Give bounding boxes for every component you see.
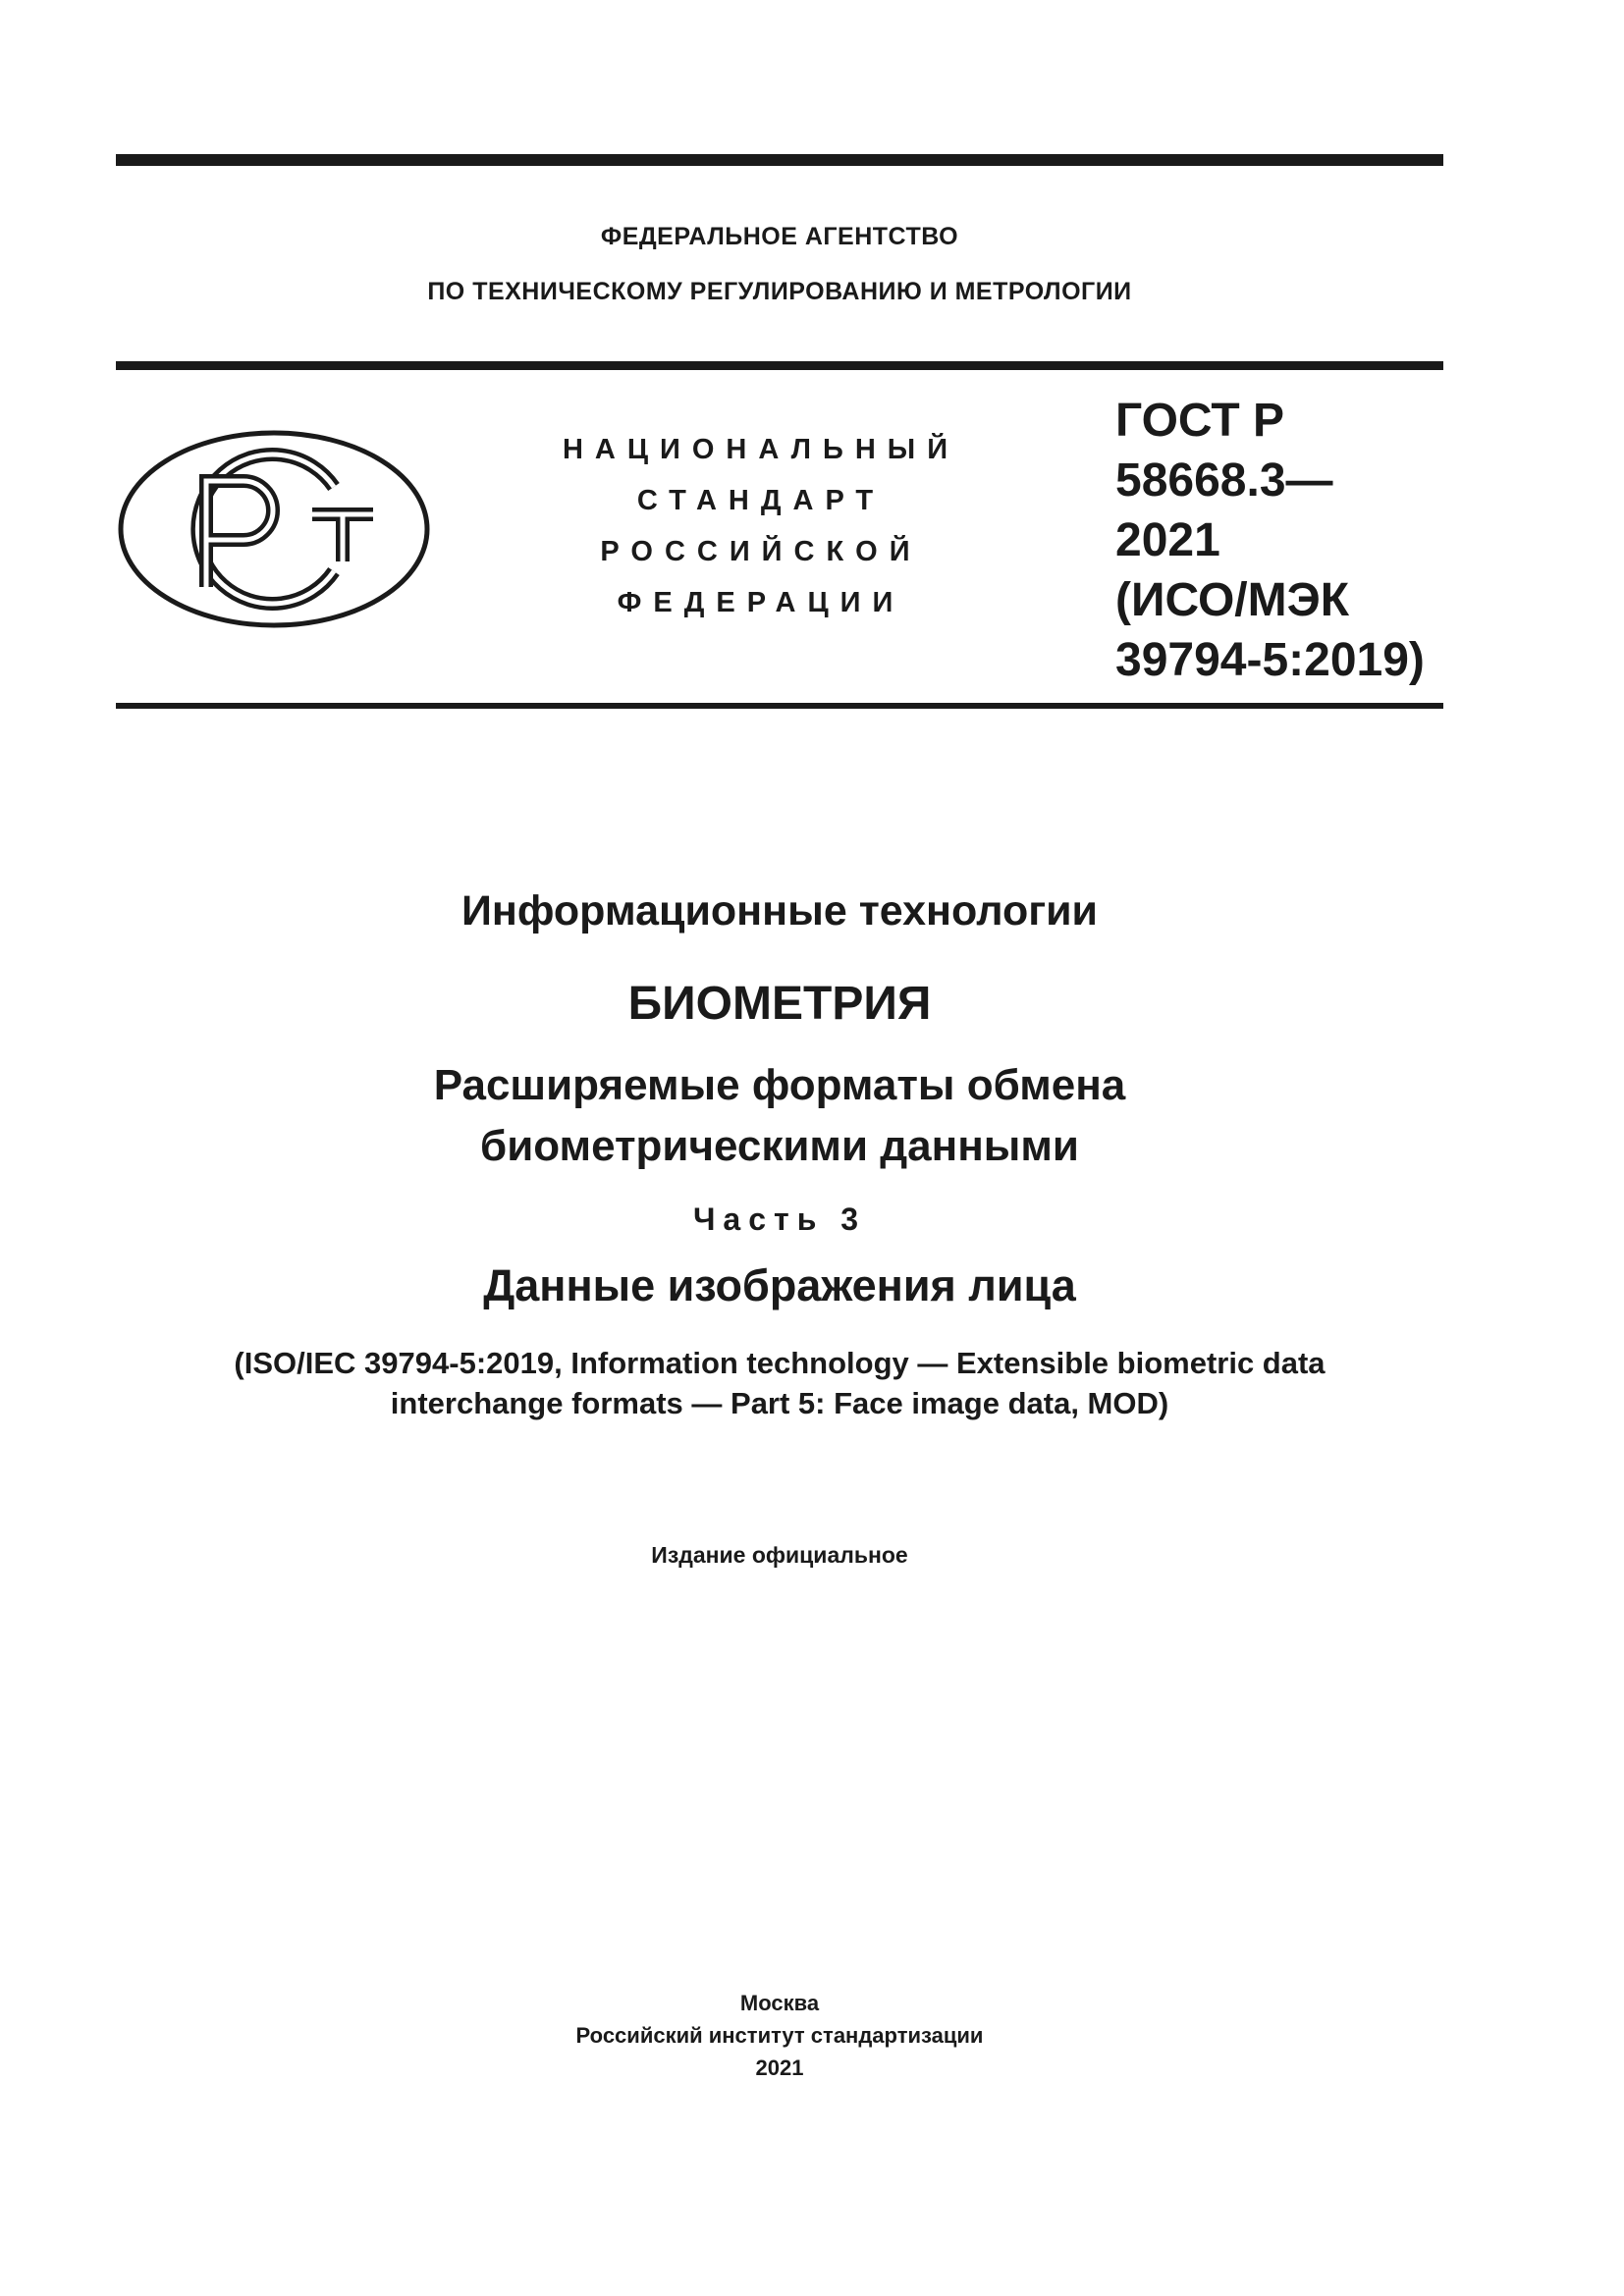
part-title: Данные изображения лица (483, 1260, 1076, 1310)
field-title: Информационные технологии (460, 887, 1098, 934)
designation-line: ГОСТ Р (1115, 395, 1285, 447)
agency-name-line1: ФЕДЕРАЛЬНОЕ АГЕНТСТВО (600, 223, 959, 250)
part-number: Часть 3 (692, 1201, 867, 1237)
agency-name-line2: ПО ТЕХНИЧЕСКОМУ РЕГУЛИРОВАНИЮ И МЕТРОЛОГИИ (427, 278, 1132, 305)
publisher-city: Москва (739, 1991, 820, 2015)
edition-label: Издание официальное (651, 1542, 908, 1568)
national-standard-line: РОССИЙСКОЙ (600, 536, 922, 567)
iso-reference-line1: (ISO/IEC 39794-5:2019, Information technology — Extensible biometric data (234, 1346, 1326, 1380)
bottom-rule (116, 703, 1443, 709)
publisher-name: Российский институт стандартизации (575, 2023, 984, 2048)
designation-line: 39794-5:2019) (1115, 634, 1425, 686)
subtitle-line2: биометрическими данными (480, 1122, 1079, 1170)
national-standard-label (530, 424, 992, 628)
standard-designation (1115, 391, 1425, 690)
main-title: БИОМЕТРИЯ (627, 978, 932, 1030)
national-standard-line: СТАНДАРТ (636, 485, 886, 516)
middle-rule (116, 361, 1443, 370)
designation-line: 58668.3— (1115, 454, 1333, 507)
designation-line: (ИСО/МЭК (1115, 574, 1350, 626)
publication-year: 2021 (755, 2056, 804, 2080)
national-standard-line: НАЦИОНАЛЬНЫЙ (562, 434, 960, 465)
national-standard-line: ФЕДЕРАЦИИ (617, 587, 905, 618)
subtitle-line1: Расширяемые форматы обмена (433, 1061, 1126, 1109)
rst-certification-mark-icon (116, 428, 432, 630)
top-rule (116, 154, 1443, 166)
iso-reference-line2: interchange formats — Part 5: Face image data, MOD) (390, 1386, 1169, 1420)
designation-line: 2021 (1115, 514, 1220, 566)
